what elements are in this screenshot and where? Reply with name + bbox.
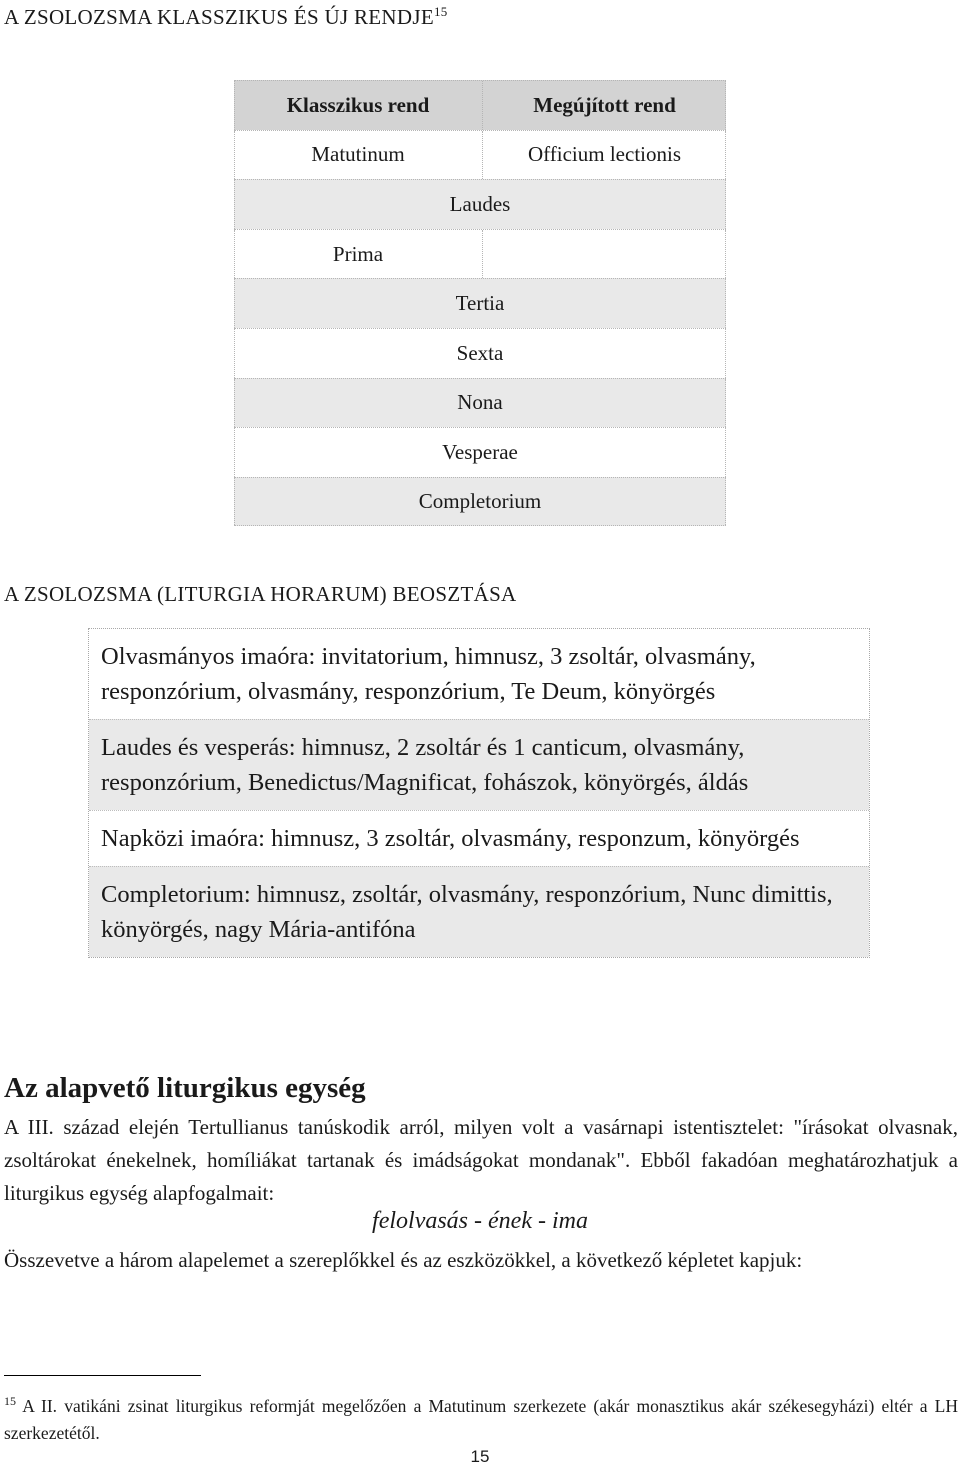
table-header-row xyxy=(234,80,726,130)
footnote-ref: 15 xyxy=(433,4,448,19)
table-row xyxy=(234,328,726,378)
section-title-horarum: A ZSOLOZSMA (LITURGIA HORARUM) BEOSZTÁSA xyxy=(4,582,517,606)
list-item: Completorium: himnusz, zsoltár, olvasmány, responzórium, Nunc dimittis, könyörgés, nagy Mária-antifóna xyxy=(89,866,869,957)
section-title-classic-order: A ZSOLOZSMA KLASSZIKUS ÉS ÚJ RENDJE$^{15}$ xyxy=(4,4,448,29)
cell-vesperae: Vesperae xyxy=(442,439,518,464)
cell-empty xyxy=(482,230,726,279)
cell-nona: Nona xyxy=(457,390,503,415)
body-paragraph-2: Összevetve a három alapelemet a szereplőkkel és az eszközökkel, a következő képletet kapjuk: xyxy=(4,1248,803,1272)
formula-line: felolvasás - ének - ima xyxy=(372,1208,588,1234)
table-row xyxy=(234,427,726,477)
section-heading: Az alapvető liturgikus egység xyxy=(4,1072,366,1104)
list-item: Napközi imaóra: himnusz, 3 zsoltár, olvasmány, responzum, könyörgés xyxy=(89,810,869,866)
footnote xyxy=(4,1388,958,1447)
table-row xyxy=(234,179,726,229)
list-item: Laudes és vesperás: himnusz, 2 zsoltár és 1 canticum, olvasmány, responzórium, Benedictus/Magnificat, fohászok, könyörgés, áldás xyxy=(89,719,869,810)
footnote-number: 15 xyxy=(4,1394,16,1408)
cell-completorium: Completorium xyxy=(418,489,542,514)
header-renewed: Megújított rend xyxy=(482,81,726,130)
table-row xyxy=(234,229,726,279)
hours-order-table xyxy=(234,80,726,526)
page-number: 15 xyxy=(470,1447,490,1466)
cell-prima: Prima xyxy=(332,241,384,266)
body-paragraph: A III. század elején Tertullianus tanúskodik arról, milyen volt a vasárnapi istentisztelet: "írásokat olvasnak, zsoltárokat énekelnek, homíliákat tartanak és imádságokat mondanak". Ebből fakadóan meghatározhatjuk a liturgikus egység alapfogalmait: xyxy=(4,1115,958,1205)
cell-tertia: Tertia xyxy=(455,291,505,316)
hours-structure-table xyxy=(88,628,870,958)
table-row xyxy=(234,278,726,328)
footnote-text: A II. vatikáni zsinat liturgikus reformját megelőzően a Matutinum szerkezete (akár monasztikus akár székesegyházi) eltér a LH szerkezetétől. xyxy=(4,1395,958,1443)
header-classic: Klasszikus rend xyxy=(286,92,430,117)
table-row xyxy=(234,477,726,527)
footnote-divider xyxy=(4,1375,201,1376)
list-item: Olvasmányos imaóra: invitatorium, himnusz, 3 zsoltár, olvasmány, responzórium, olvasmány, responzórium, Te Deum, könyörgés xyxy=(101,643,756,705)
cell-laudes: Laudes xyxy=(449,191,511,216)
cell-sexta: Sexta xyxy=(456,340,504,365)
table-row xyxy=(234,378,726,428)
cell-officium-lectionis: Officium lectionis xyxy=(482,131,726,180)
table-row xyxy=(234,130,726,180)
cell-matutinum: Matutinum xyxy=(311,142,405,167)
